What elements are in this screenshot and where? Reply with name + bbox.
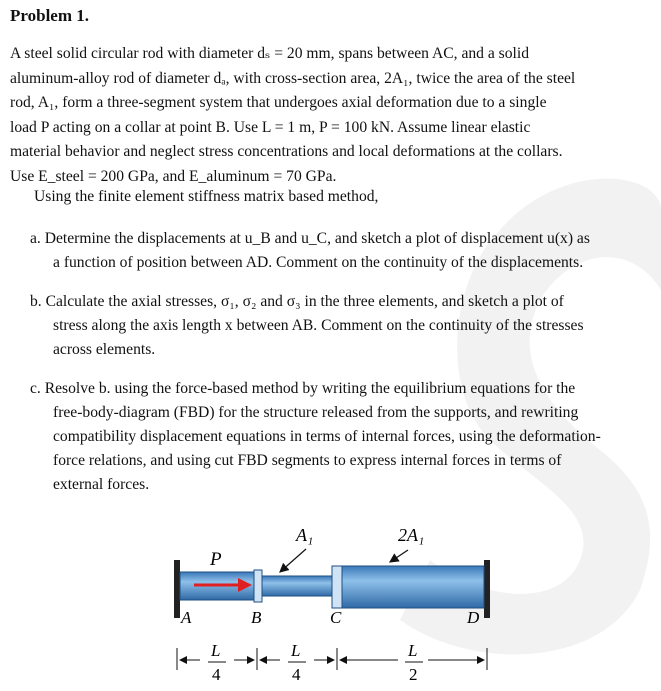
intro-line-6: Use E_steel = 200 GPa, and E_aluminum = 70 GPa. (10, 167, 337, 185)
method-statement: Using the finite element stiffness matrix based method, (34, 188, 379, 205)
part-a (30, 227, 656, 275)
intro-line-4: load P acting on a collar at point B. Use L = 1 m, P = 100 kN. Assume linear elastic (10, 118, 531, 136)
dim-1-num: L (211, 641, 221, 660)
part-c-line-4: force relations, and using cut FBD segments to express internal forces in terms of (53, 452, 562, 469)
right-wall-support (484, 560, 490, 618)
intro-line-1: A steel solid circular rod with diameter dₛ = 20 mm, spans between AC, and a solid (10, 45, 530, 62)
area-a1-leader (280, 549, 306, 572)
area-2a1-leader (390, 550, 408, 562)
intro-line-2: aluminum-alloy rod of diameter dₐ, with cross-section area, 2A₁, twice the area of the steel (10, 69, 576, 87)
point-label-d: D (467, 608, 480, 627)
point-label-c: C (330, 608, 342, 627)
steel-rod-bc (262, 576, 334, 596)
dim-2-num: L (291, 641, 301, 660)
part-c-line-3: compatibility displacement equations in terms of internal forces, using the deformation- (53, 428, 601, 445)
part-b-line-2: stress along the axis length x between AB. Comment on the continuity of the stresses (53, 317, 584, 334)
left-wall-support (174, 560, 180, 618)
collar-c (332, 566, 342, 608)
intro-line-3: rod, A₁, form a three-segment system that undergoes axial deformation due to a single (10, 94, 547, 111)
part-a-line-1: a. Determine the displacements at u_B and u_C, and sketch a plot of displacement u(x) as (30, 230, 590, 247)
intro-line-5: material behavior and neglect stress concentrations and local deformations at the collars. (10, 143, 563, 160)
dim-1-den: 4 (212, 665, 221, 684)
area-label-a1: A₁ (296, 525, 314, 545)
point-label-b: B (251, 608, 262, 627)
part-c-line-5: external forces. (53, 476, 150, 493)
problem-intro (10, 42, 650, 189)
dim-3-den: 2 (409, 665, 418, 684)
part-c-line-2: free-body-diagram (FBD) for the structure released from the supports, and rewriting (53, 404, 579, 421)
part-a-line-2: a function of position between AD. Comment on the continuity of the displacements. (53, 254, 584, 271)
rod-system-figure (0, 510, 661, 691)
part-b-line-3: across elements. (53, 341, 156, 358)
point-label-a: A (181, 608, 192, 627)
collar-b (254, 570, 262, 602)
dim-3-num: L (408, 641, 418, 660)
problem-title: Problem 1. (10, 6, 90, 25)
part-c (30, 377, 656, 497)
part-b-line-1: b. Calculate the axial stresses, σ₁, σ₂ and σ₃ in the three elements, and sketch a plot of (30, 293, 564, 310)
load-label: P (210, 549, 222, 570)
part-c-line-1: c. Resolve b. using the force-based method by writing the equilibrium equations for the (30, 380, 576, 397)
dim-2-den: 4 (292, 665, 301, 684)
area-label-2a1: 2A₁ (398, 525, 425, 545)
aluminum-rod-cd (342, 566, 484, 608)
part-b (30, 290, 656, 362)
